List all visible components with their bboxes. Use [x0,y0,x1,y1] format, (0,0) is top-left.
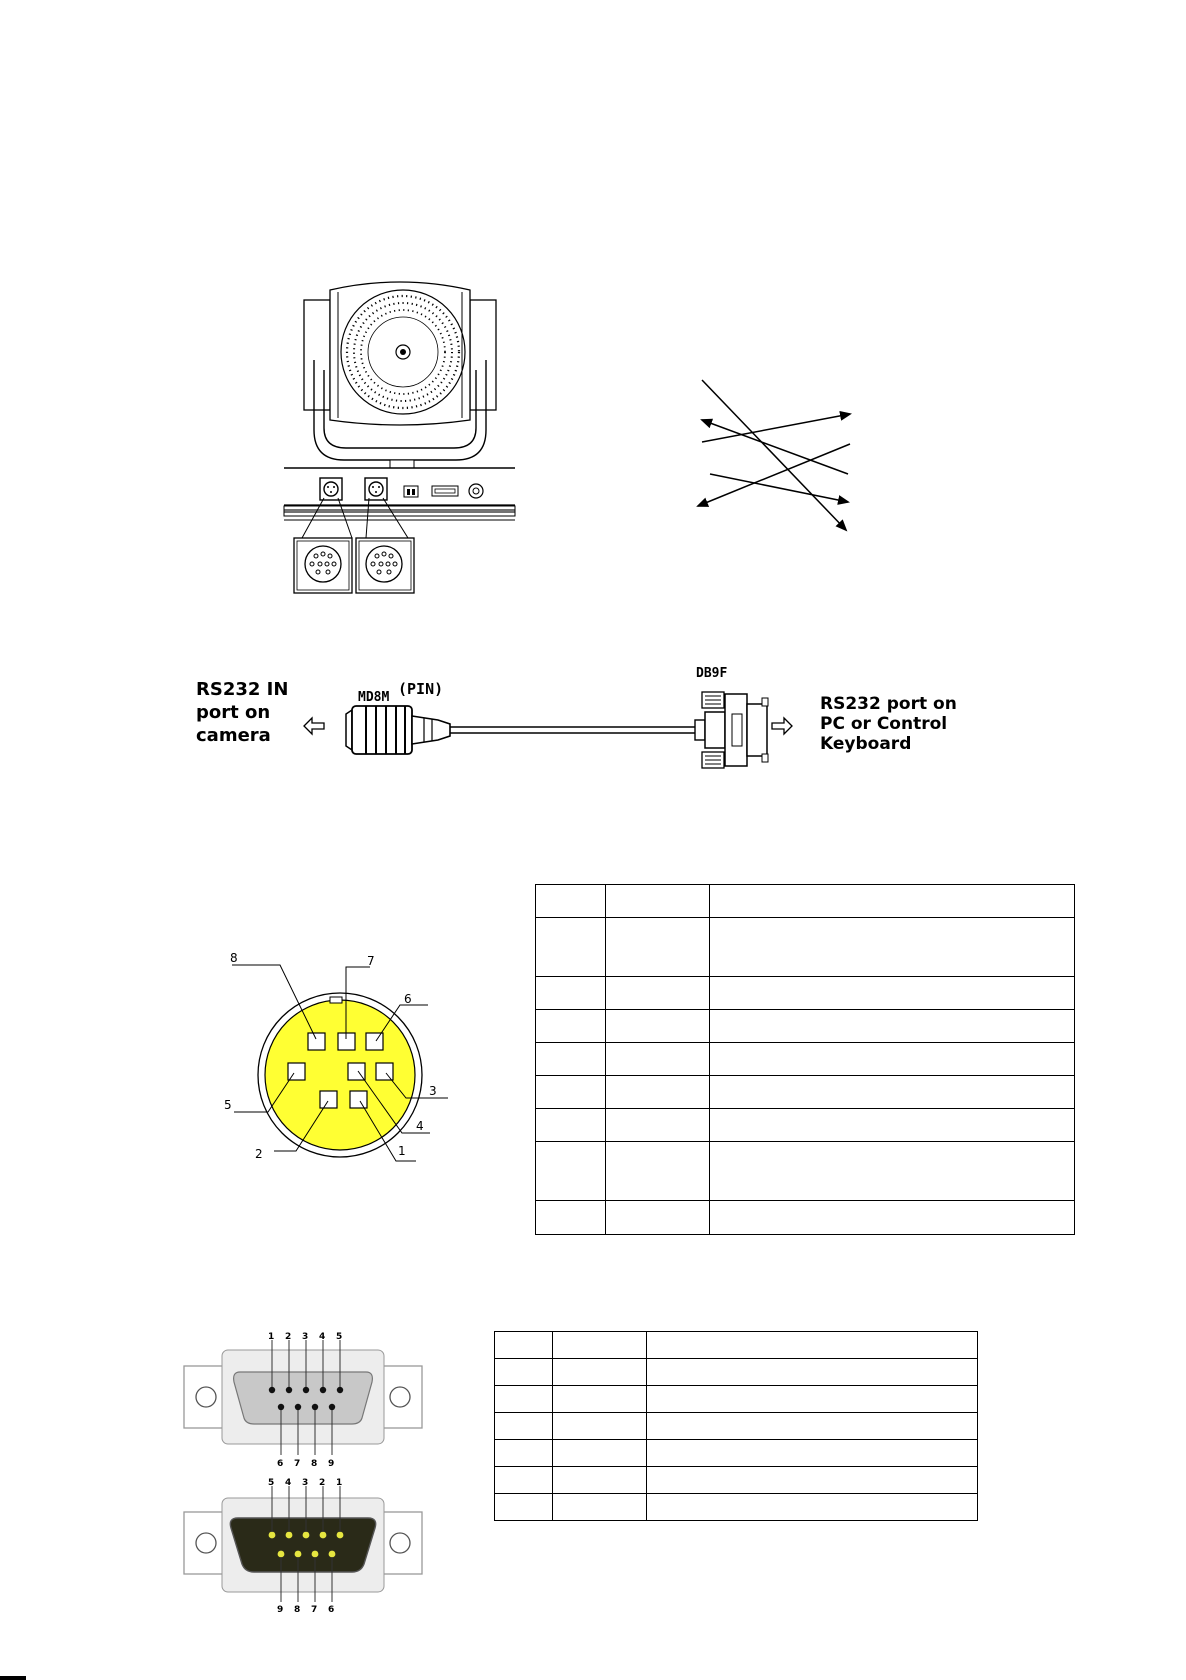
cable-left-label: RS232 IN port on camera [196,679,289,746]
table-row [495,1494,978,1521]
pin-label: 3 [429,1084,437,1098]
db9-pin-label: 5 [336,1332,343,1342]
pin-label: 4 [416,1119,424,1133]
table-row [536,1109,1075,1142]
db9-pin-label: 3 [302,1478,309,1488]
db9f-connector-label: DB9F [696,666,728,681]
pin-label: 5 [224,1098,232,1112]
table-row [495,1386,978,1413]
table-row [536,1010,1075,1043]
db9-pin-label: 6 [328,1605,335,1615]
db9-pin-label: 3 [302,1332,309,1342]
db9-pin-label: 8 [311,1459,318,1469]
db9-pin-label: 7 [294,1459,301,1469]
db9-pin-label: 2 [319,1478,326,1488]
db9-pin-label: 4 [285,1478,292,1488]
db9-pin-label: 7 [311,1605,318,1615]
table-row [495,1467,978,1494]
table-row [495,1413,978,1440]
mini-din-8-pin-diagram [190,935,510,1180]
table-row [536,1142,1075,1201]
table-row [495,1359,978,1386]
db9-pin-label: 9 [277,1605,284,1615]
db9-pin-table [494,1331,978,1521]
md8m-pin-suffix: (PIN) [398,680,444,698]
camera-rear-view [280,280,520,600]
table-row [536,1076,1075,1109]
db9-pin-label: 9 [328,1459,335,1469]
mini-din-pin-table [535,884,1075,1235]
page-corner-mark [0,1676,26,1680]
pin-label: 8 [230,951,238,965]
table-row [495,1440,978,1467]
cable-right-label: RS232 port on PC or Control Keyboard [820,694,957,754]
left-arrow-icon [304,718,324,734]
pin-label: 2 [255,1147,263,1161]
db9-pin-label: 1 [336,1478,343,1488]
db9-pin-label: 6 [277,1459,284,1469]
db9-pin-label: 8 [294,1605,301,1615]
pin-label: 1 [398,1144,406,1158]
db9-pin-label: 5 [268,1478,275,1488]
table-row [536,1201,1075,1235]
table-row [536,1043,1075,1076]
crossover-wiring-diagram [690,370,870,540]
table-row [536,918,1075,977]
pin-label: 7 [367,954,375,968]
table-row [495,1332,978,1359]
table-row [536,977,1075,1010]
rs232-cable [300,680,800,780]
right-arrow-icon [772,718,792,734]
db9-pin-label: 2 [285,1332,292,1342]
db9-pin-label: 1 [268,1332,275,1342]
md8m-connector-label: MD8M [358,690,390,705]
table-row [536,885,1075,918]
db9-connector-diagrams [180,1330,430,1615]
db9-pin-label: 4 [319,1332,326,1342]
pin-label: 6 [404,992,412,1006]
